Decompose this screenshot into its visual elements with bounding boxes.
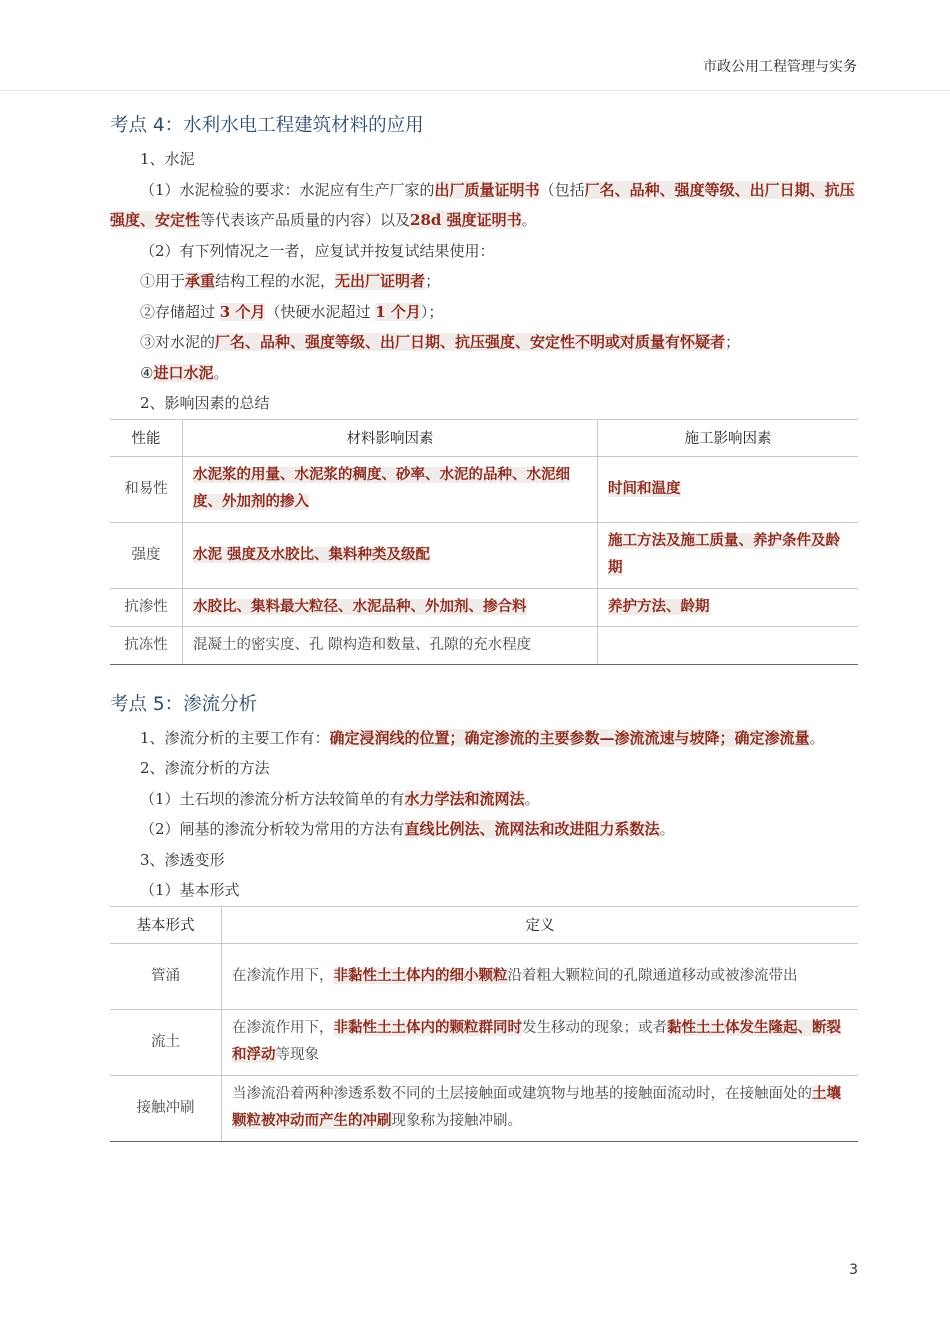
highlight: 非黏性土土体内的颗粒群同时 xyxy=(333,1020,522,1036)
text: 。 xyxy=(213,363,229,382)
page-number: 3 xyxy=(849,1262,858,1278)
text: 。 xyxy=(809,728,825,747)
table-row xyxy=(110,1075,858,1141)
summary-title: 2、影响因素的总结 xyxy=(140,394,270,412)
definition-cell xyxy=(222,1009,859,1075)
highlight: 养护方法、龄期 xyxy=(608,598,710,615)
seepage-method-title: 2、渗流分析的方法 xyxy=(140,759,270,777)
definition-cell xyxy=(222,1075,859,1141)
text: 发生移动的现象；或者 xyxy=(522,1020,667,1036)
construction-factor-cell xyxy=(598,522,859,588)
property-cell: 强度 xyxy=(110,522,183,588)
text: ）； xyxy=(420,302,444,321)
page-content xyxy=(110,112,858,1142)
retest-intro: （2）有下列情况之一者，应复试并按复试结果使用： xyxy=(140,241,495,260)
table-row xyxy=(110,456,858,522)
highlight: 出厂质量证明书 xyxy=(434,180,540,199)
text: ； xyxy=(425,272,441,290)
highlight: 直线比例法、流网法和改进阻力系数法 xyxy=(404,820,660,838)
highlight: 水泥 强度及水胶比、集料种类及级配 xyxy=(193,546,431,563)
influence-factors-table xyxy=(110,419,858,665)
retest-case-2 xyxy=(110,297,858,328)
table-header-cell: 材料影响因素 xyxy=(183,419,598,456)
text: （包括 xyxy=(539,180,585,199)
text: 。 xyxy=(521,211,537,229)
highlight: 厂名、品种、强度等级、出厂日期、抗压强度、安定性不明或对质量有怀疑者 xyxy=(215,333,726,351)
table-header-row xyxy=(110,419,858,456)
table-row xyxy=(110,522,858,588)
text: ； xyxy=(725,333,741,351)
definition-cell xyxy=(222,943,859,1009)
cement-title: 1、水泥 xyxy=(140,150,195,168)
page-header-title: 市政公用工程管理与实务 xyxy=(703,59,857,75)
text: （1）水泥检验的要求：水泥应有生产厂家的 xyxy=(140,180,435,199)
form-cell: 接触冲刷 xyxy=(110,1075,222,1141)
material-factor-cell xyxy=(183,522,598,588)
seepage-deformation-title: 3、渗透变形 xyxy=(140,850,225,869)
table-header-cell: 基本形式 xyxy=(110,906,222,943)
text: 沿着粗大颗粒间的孔隙通道移动或被渗流带出 xyxy=(507,967,798,984)
highlight: 厂名、品种、强度等级、出厂日期、抗压强度、安定性 xyxy=(110,180,855,229)
section-5-heading: 考点 5：渗流分析 xyxy=(110,693,258,715)
construction-factor-cell xyxy=(598,588,859,626)
table-row xyxy=(110,943,858,1009)
retest-case-4 xyxy=(110,358,858,389)
text: 当渗流沿着两种渗透系数不同的土层接触面或建筑物与地基的接触面流动时，在接触面处的 xyxy=(232,1086,812,1102)
highlight: 1 个月 xyxy=(375,302,421,321)
highlight: 施工方法及施工质量、养护条件及龄期 xyxy=(608,533,840,576)
construction-factor-cell xyxy=(598,626,859,664)
text: 等现象 xyxy=(275,1047,319,1063)
cement-inspection-paragraph xyxy=(110,175,858,236)
highlight: 水泥浆的用量、水泥浆的稠度、砂率、水泥的品种、水泥细度、外加剂的掺入 xyxy=(193,467,570,510)
highlight: 非黏性土土体内的细小颗粒 xyxy=(333,967,508,984)
section-4-heading: 考点 4：水利水电工程建筑材料的应用 xyxy=(110,115,424,136)
highlight: 水胶比、集料最大粒径、水泥品种、外加剂、掺合料 xyxy=(193,598,527,615)
material-factor-cell xyxy=(183,588,598,626)
retest-case-1 xyxy=(110,266,858,297)
text: 在渗流作用下， xyxy=(232,967,334,984)
text: 结构工程的水泥， xyxy=(215,272,336,290)
highlight: 时间和温度 xyxy=(608,480,681,497)
earth-dam-method xyxy=(110,784,858,815)
property-cell: 抗渗性 xyxy=(110,588,183,626)
text: 1、渗流分析的主要工作有： xyxy=(140,728,330,747)
text: 在渗流作用下， xyxy=(232,1020,334,1036)
form-cell: 管涌 xyxy=(110,943,222,1009)
table-row xyxy=(110,1009,858,1075)
seepage-forms-table xyxy=(110,906,858,1142)
highlight: 水力学法和流网法 xyxy=(404,789,525,808)
retest-case-3 xyxy=(110,327,858,358)
property-cell: 和易性 xyxy=(110,456,183,522)
text: 。 xyxy=(659,820,675,838)
highlight: 确定浸润线的位置；确定渗流的主要参数—渗流流速与坡降；确定渗流量 xyxy=(329,728,810,747)
table-row xyxy=(110,588,858,626)
text: （2）闸基的渗流分析较为常用的方法有 xyxy=(140,820,405,838)
highlight: 3 个月 xyxy=(219,302,266,321)
highlight: 进口水泥 xyxy=(153,363,214,382)
form-cell: 流土 xyxy=(110,1009,222,1075)
text: （快硬水泥超过 xyxy=(265,302,376,321)
text: （1）土石坝的渗流分析方法较简单的有 xyxy=(140,789,405,808)
highlight: 黏性土土体发生隆起、断裂和浮动 xyxy=(232,1020,841,1063)
text: ③对水泥的 xyxy=(140,333,216,351)
text: 。 xyxy=(524,789,540,808)
seepage-work-paragraph xyxy=(110,723,858,754)
property-cell: 抗冻性 xyxy=(110,626,183,664)
sluice-foundation-method xyxy=(110,814,858,845)
table-header-cell: 定义 xyxy=(222,906,859,943)
highlight: 28d 强度证明书 xyxy=(410,211,522,229)
text: 等代表该产品质量的内容）以及 xyxy=(200,211,411,229)
material-factor-cell xyxy=(183,456,598,522)
table-header-row xyxy=(110,906,858,943)
table-header-cell: 施工影响因素 xyxy=(598,419,859,456)
construction-factor-cell xyxy=(598,456,859,522)
highlight: 土壤颗粒被冲动而产生的冲刷 xyxy=(232,1086,841,1129)
table-header-cell: 性能 xyxy=(110,419,183,456)
text: ④ xyxy=(140,363,154,382)
text: 现象称为接触冲刷。 xyxy=(391,1113,522,1129)
header-divider xyxy=(0,90,950,91)
text: ①用于 xyxy=(140,272,186,290)
table-row xyxy=(110,626,858,664)
highlight: 无出厂证明者 xyxy=(335,272,426,290)
material-factor-cell: 混凝土的密实度、孔 隙构造和数量、孔隙的充水程度 xyxy=(183,626,598,664)
text: ②存储超过 xyxy=(140,302,220,321)
basic-form-title: （1）基本形式 xyxy=(140,881,240,899)
highlight: 承重 xyxy=(185,272,216,290)
